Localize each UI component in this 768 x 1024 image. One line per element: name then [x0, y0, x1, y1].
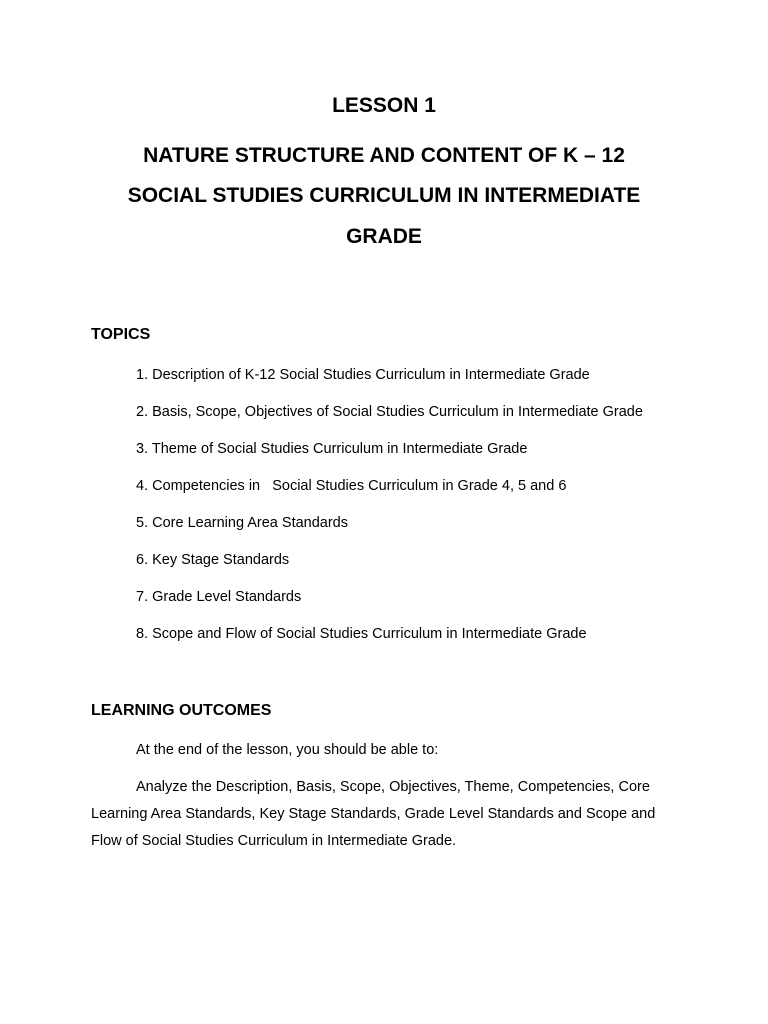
lesson-label: LESSON 1: [332, 94, 436, 117]
topic-item: 3. Theme of Social Studies Curriculum in Intermediate Grade: [136, 441, 528, 457]
outcome-paragraph-line-1: Analyze the Description, Basis, Scope, Objectives, Theme, Competencies, Core: [136, 779, 650, 795]
outcome-paragraph-line-3: Flow of Social Studies Curriculum in Intermediate Grade.: [91, 833, 457, 849]
topic-item: 5. Core Learning Area Standards: [136, 515, 348, 531]
lesson-title-line-1: NATURE STRUCTURE AND CONTENT OF K – 12: [143, 144, 625, 167]
learning-outcomes-heading: LEARNING OUTCOMES: [91, 702, 272, 719]
lesson-title-line-3: GRADE: [346, 225, 422, 248]
topic-item: 6. Key Stage Standards: [136, 552, 290, 568]
outcome-paragraph-line-2: Learning Area Standards, Key Stage Standards, Grade Level Standards and Scope and: [91, 806, 656, 822]
topic-item: 4. Competencies in Social Studies Curriculum in Grade 4, 5 and 6: [136, 478, 567, 494]
topic-item: 1. Description of K-12 Social Studies Curriculum in Intermediate Grade: [136, 367, 590, 383]
lesson-title-line-2: SOCIAL STUDIES CURRICULUM IN INTERMEDIATE: [127, 184, 641, 207]
topic-item: 7. Grade Level Standards: [136, 589, 302, 605]
topics-heading: TOPICS: [91, 326, 151, 343]
outcomes-intro: At the end of the lesson, you should be able to:: [136, 742, 439, 758]
topic-item: 8. Scope and Flow of Social Studies Curriculum in Intermediate Grade: [136, 626, 587, 642]
topic-item: 2. Basis, Scope, Objectives of Social Studies Curriculum in Intermediate Grade: [136, 404, 643, 420]
